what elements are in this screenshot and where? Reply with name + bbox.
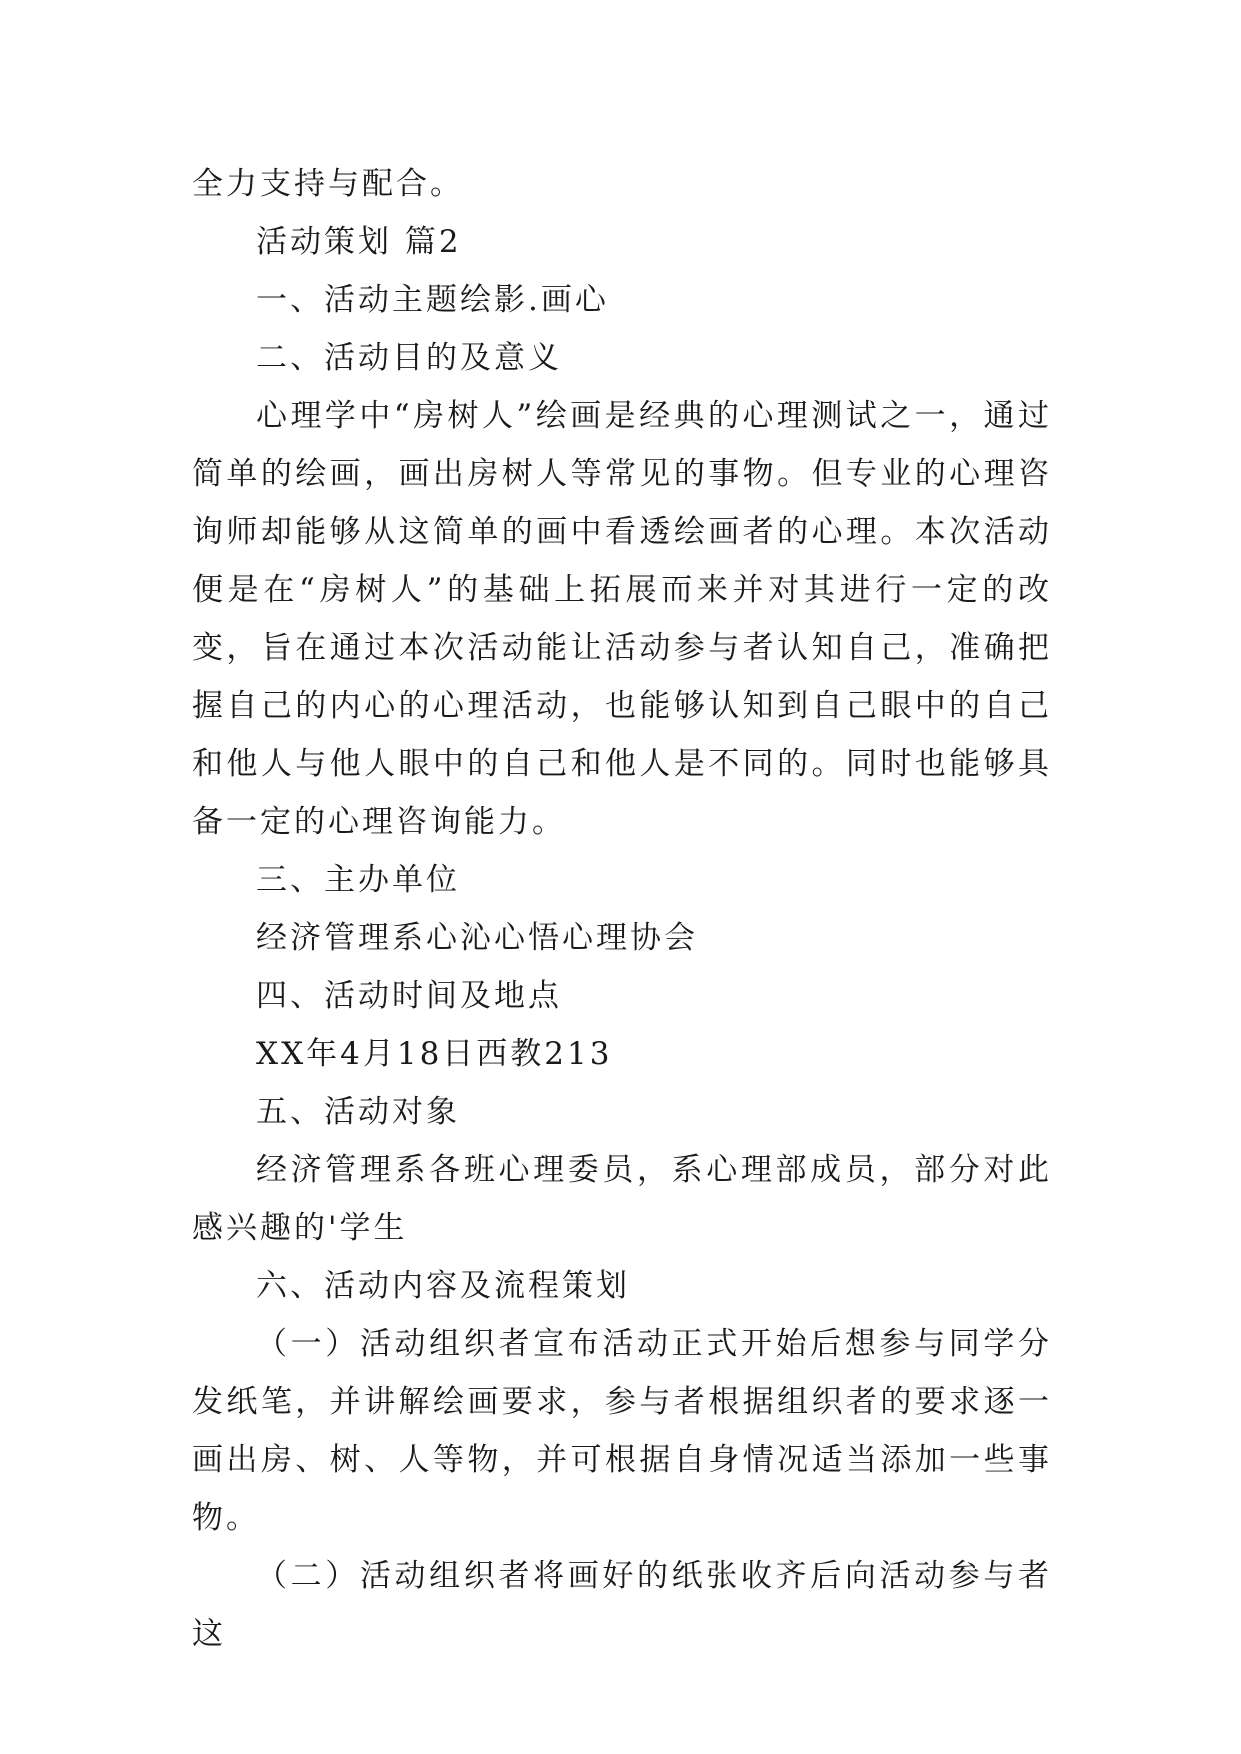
paragraph-time-place: XX年4月18日西教213 [256,1036,613,1072]
paragraph-step-two: （二）活动组织者将画好的纸张收齐后向活动参与者这 [192,1558,1052,1652]
heading-time-place: 四、活动时间及地点 [256,978,562,1014]
paragraph-purpose-body: 心理学中“房树人”绘画是经典的心理测试之一，通过简单的绘画，画出房树人等常见的事物。但专业的心理咨询师却能够从这简单的画中看透绘画者的心理。本次活动便是在“房树人”的基础上拓展而来并对其进行一定的改变，旨在通过本次活动能让活动参与者认知自己，准确把握自己的内心的心理活动，也能够认知到自己眼中的自己和他人与他人眼中的自己和他人是不同的。同时也能够具备一定的心理咨询能力。 [192,398,1052,840]
paragraph-organizer: 经济管理系心沁心悟心理协会 [256,920,698,956]
heading-activity-theme: 一、活动主题绘影.画心 [256,282,609,318]
heading-audience: 五、活动对象 [256,1094,460,1130]
paragraph-audience: 经济管理系各班心理委员，系心理部成员，部分对此感兴趣的'学生 [192,1152,1052,1246]
document-body [192,155,1052,1663]
section-title: 活动策划 篇2 [256,224,462,260]
heading-activity-purpose: 二、活动目的及意义 [256,340,562,376]
paragraph-step-one: （一）活动组织者宣布活动正式开始后想参与同学分发纸笔，并讲解绘画要求，参与者根据组织者的要求逐一画出房、树、人等物，并可根据自身情况适当添加一些事物。 [192,1326,1052,1536]
heading-organizer: 三、主办单位 [256,862,460,898]
heading-content-flow: 六、活动内容及流程策划 [256,1268,630,1304]
paragraph-closing-line: 全力支持与配合。 [192,166,464,202]
